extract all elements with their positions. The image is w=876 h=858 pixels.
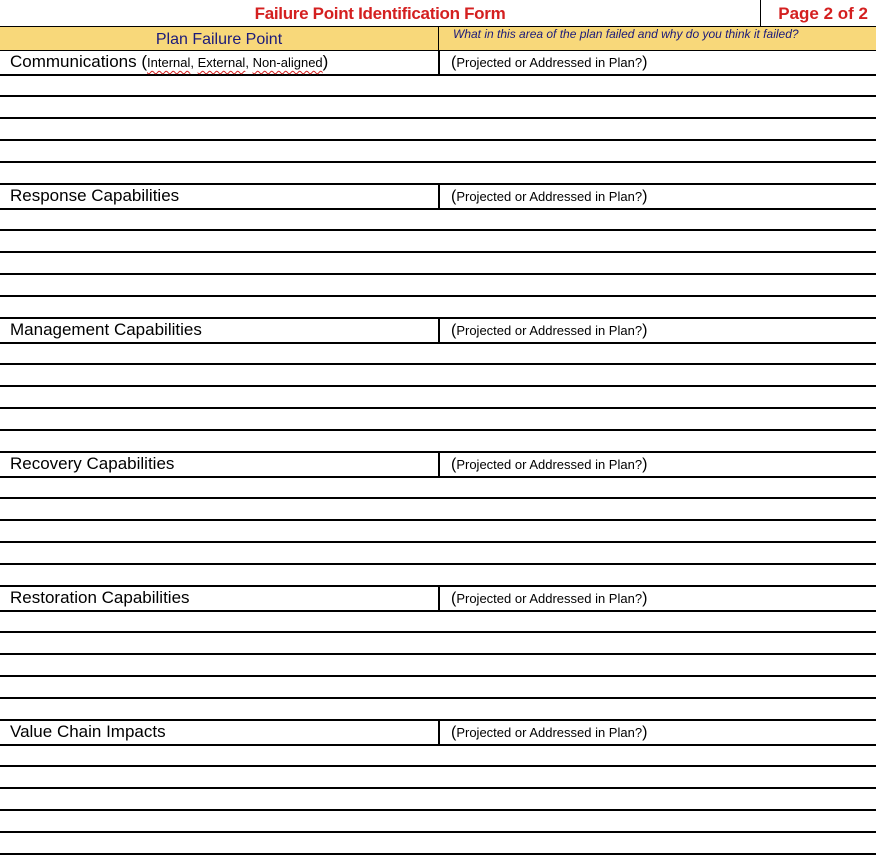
- writing-line[interactable]: [0, 585, 876, 587]
- section-note-text: Projected or Addressed in Plan?: [456, 55, 643, 70]
- writing-line[interactable]: [0, 653, 876, 655]
- title-row: [0, 0, 876, 27]
- writing-line[interactable]: [0, 251, 876, 253]
- section-title: Communications: [10, 52, 137, 71]
- writing-line[interactable]: [0, 451, 876, 453]
- writing-line[interactable]: [0, 385, 876, 387]
- section-note[interactable]: (Projected or Addressed in Plan?): [438, 453, 876, 476]
- writing-line[interactable]: [0, 317, 876, 319]
- writing-line[interactable]: [0, 295, 876, 297]
- writing-line[interactable]: [0, 809, 876, 811]
- section-label: Communications (Internal, External, Non-aligned): [10, 52, 329, 71]
- section-header: [0, 185, 876, 210]
- section-header: [0, 319, 876, 344]
- column-header-plan-failure-point: Plan Failure Point: [155, 31, 283, 48]
- section-note[interactable]: (Projected or Addressed in Plan?): [438, 587, 876, 610]
- writing-line[interactable]: [0, 183, 876, 185]
- section-header: [0, 51, 876, 76]
- section-note[interactable]: (Projected or Addressed in Plan?): [438, 319, 876, 342]
- writing-line[interactable]: [0, 765, 876, 767]
- writing-line[interactable]: [0, 273, 876, 275]
- writing-line[interactable]: [0, 161, 876, 163]
- section-title: Value Chain Impacts: [10, 722, 166, 741]
- section-title: Recovery Capabilities: [10, 454, 175, 473]
- writing-line[interactable]: [0, 697, 876, 699]
- writing-line[interactable]: [0, 95, 876, 97]
- section-note-text: Projected or Addressed in Plan?: [456, 457, 643, 472]
- writing-line[interactable]: [0, 675, 876, 677]
- writing-line[interactable]: [0, 719, 876, 721]
- section-sub-non-aligned: Non-aligned: [252, 55, 323, 70]
- section-title: Management Capabilities: [10, 320, 202, 339]
- section-sub-internal: Internal: [147, 55, 191, 70]
- writing-line[interactable]: [0, 519, 876, 521]
- section-sub-external: External: [197, 55, 246, 70]
- page-number: Page 2 of 2: [760, 0, 876, 26]
- writing-line[interactable]: [0, 229, 876, 231]
- section-note[interactable]: (Projected or Addressed in Plan?): [438, 51, 876, 74]
- section-note[interactable]: (Projected or Addressed in Plan?): [438, 721, 876, 744]
- section-note-text: Projected or Addressed in Plan?: [456, 591, 643, 606]
- writing-line[interactable]: [0, 139, 876, 141]
- writing-line[interactable]: [0, 363, 876, 365]
- section-header: [0, 587, 876, 612]
- writing-line[interactable]: [0, 541, 876, 543]
- section-note-text: Projected or Addressed in Plan?: [456, 725, 643, 740]
- column-header-question: What in this area of the plan failed and why do you think it failed?: [438, 27, 876, 50]
- writing-line[interactable]: [0, 853, 876, 855]
- writing-line[interactable]: [0, 831, 876, 833]
- column-header-row: [0, 27, 876, 51]
- writing-line[interactable]: [0, 117, 876, 119]
- section-note-text: Projected or Addressed in Plan?: [456, 189, 643, 204]
- form-title: Failure Point Identification Form: [254, 4, 506, 23]
- section-note[interactable]: (Projected or Addressed in Plan?): [438, 185, 876, 208]
- section-header: [0, 453, 876, 478]
- section-note-text: Projected or Addressed in Plan?: [456, 323, 643, 338]
- section-title: Response Capabilities: [10, 186, 180, 205]
- section-header: [0, 721, 876, 746]
- writing-line[interactable]: [0, 407, 876, 409]
- writing-line[interactable]: [0, 497, 876, 499]
- writing-line[interactable]: [0, 631, 876, 633]
- section-title: Restoration Capabilities: [10, 588, 190, 607]
- writing-line[interactable]: [0, 563, 876, 565]
- writing-line[interactable]: [0, 429, 876, 431]
- writing-line[interactable]: [0, 787, 876, 789]
